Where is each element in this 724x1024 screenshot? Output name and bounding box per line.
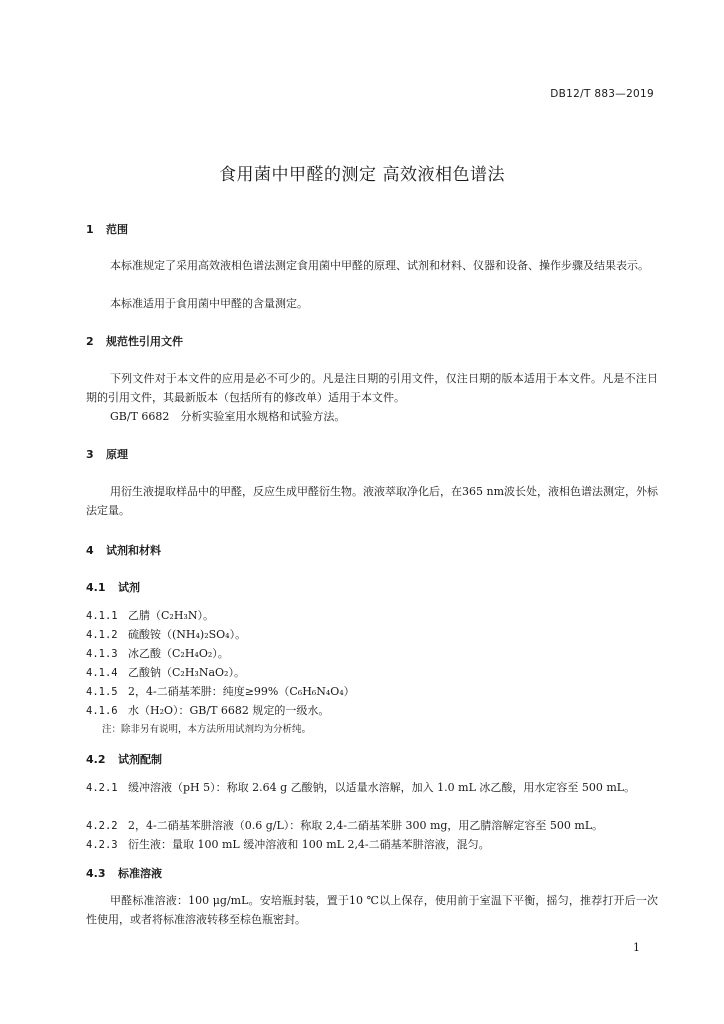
list-item [86, 644, 658, 664]
item-number: 4.2.3 [86, 839, 118, 851]
note: 注：除非另有说明，本方法所用试剂均为分析纯。 [102, 724, 312, 735]
section-2-heading [86, 333, 658, 349]
item-number: 4.1.3 [86, 648, 118, 660]
section-title: 试剂和材料 [106, 544, 161, 557]
list-item [86, 663, 658, 683]
section-title: 范围 [106, 223, 128, 236]
item-text: 衍生液：量取 100 mL 缓冲溶液和 100 mL 2,4-二硝基苯肼溶液，混匀。 [128, 838, 490, 851]
document-title: 食用菌中甲醛的测定 高效液相色谱法 [219, 165, 505, 185]
subsection-number: 4.3 [86, 867, 106, 880]
section-2-reference: GB/T 6682 分析实验室用水规格和试验方法。 [110, 410, 346, 423]
section-1-heading [86, 221, 658, 237]
section-1-paragraph-2: 本标准适用于食用菌中甲醛的含量测定。 [110, 297, 308, 310]
section-number: 2 [86, 335, 94, 348]
list-item [86, 625, 658, 645]
item-text: 冰乙酸（C₂H₄O₂）。 [128, 647, 229, 660]
list-item [86, 606, 658, 626]
list-item [86, 682, 658, 702]
list-item [86, 778, 658, 798]
section-4-heading [86, 542, 658, 558]
section-1-paragraph-1: 本标准规定了采用高效液相色谱法测定食用菌中甲醛的原理、试剂和材料、仪器和设备、操作步骤及结果表示。 [110, 259, 649, 272]
section-2-paragraph-1: 下列文件对于本文件的应用是必不可少的。凡是注日期的引用文件，仅注日期的版本适用于本文件。凡是不注日期的引用文件，其最新版本（包括所有的修改单）适用于本文件。 [86, 372, 658, 404]
item-text: 缓冲溶液（pH 5）：称取 2.64 g 乙酸钠，以适量水溶解，加入 1.0 mL 冰乙酸，用水定容至 500 mL。 [128, 781, 636, 794]
standard-code: DB12/T 883—2019 [550, 88, 654, 100]
section-title: 原理 [106, 448, 128, 461]
section-number: 1 [86, 223, 94, 236]
item-text: 乙酸钠（C₂H₃NaO₂）。 [128, 666, 245, 679]
item-text: 水（H₂O）：GB/T 6682 规定的一级水。 [128, 704, 330, 717]
item-number: 4.1.1 [86, 610, 118, 622]
section-3-heading [86, 446, 658, 462]
list-item [86, 816, 658, 836]
subsection-number: 4.2 [86, 753, 106, 766]
subsection-4-3-paragraph: 甲醛标准溶液：100 μg/mL。安培瓶封装，置于10 ℃以上保存，使用前于室温下平衡，摇匀，推荐打开后一次性使用，或者将标准溶液转移至棕色瓶密封。 [86, 894, 658, 926]
list-item [86, 835, 658, 855]
subsection-4-1-heading [86, 579, 658, 595]
item-number: 4.1.4 [86, 667, 118, 679]
subsection-title: 试剂配制 [118, 753, 162, 766]
item-text: 乙腈（C₂H₃N）。 [128, 609, 214, 622]
subsection-4-3-heading [86, 865, 658, 881]
item-number: 4.1.2 [86, 629, 118, 641]
item-number: 4.2.1 [86, 782, 118, 794]
section-title: 规范性引用文件 [106, 335, 183, 348]
section-3-paragraph-1: 用衍生液提取样品中的甲醛，反应生成甲醛衍生物。液液萃取净化后，在365 nm波长处，液相色谱法测定，外标法定量。 [86, 485, 659, 517]
list-item [86, 701, 658, 721]
item-text: 2，4-二硝基苯肼溶液（0.6 g/L）：称取 2,4-二硝基苯肼 300 mg，用乙腈溶解定容至 500 mL。 [128, 819, 604, 832]
subsection-title: 标准溶液 [118, 867, 162, 880]
item-number: 4.1.6 [86, 705, 118, 717]
item-text: 硫酸铵（(NH₄)₂SO₄）。 [128, 628, 247, 641]
item-text: 2，4-二硝基苯肼：纯度≥99%（C₆H₆N₄O₄） [128, 685, 355, 698]
section-number: 4 [86, 544, 94, 557]
subsection-number: 4.1 [86, 581, 106, 594]
subsection-4-2-heading [86, 751, 658, 767]
subsection-title: 试剂 [118, 581, 140, 594]
item-number: 4.1.5 [86, 686, 118, 698]
section-number: 3 [86, 448, 94, 461]
item-number: 4.2.2 [86, 820, 118, 832]
page-number: 1 [633, 941, 640, 954]
